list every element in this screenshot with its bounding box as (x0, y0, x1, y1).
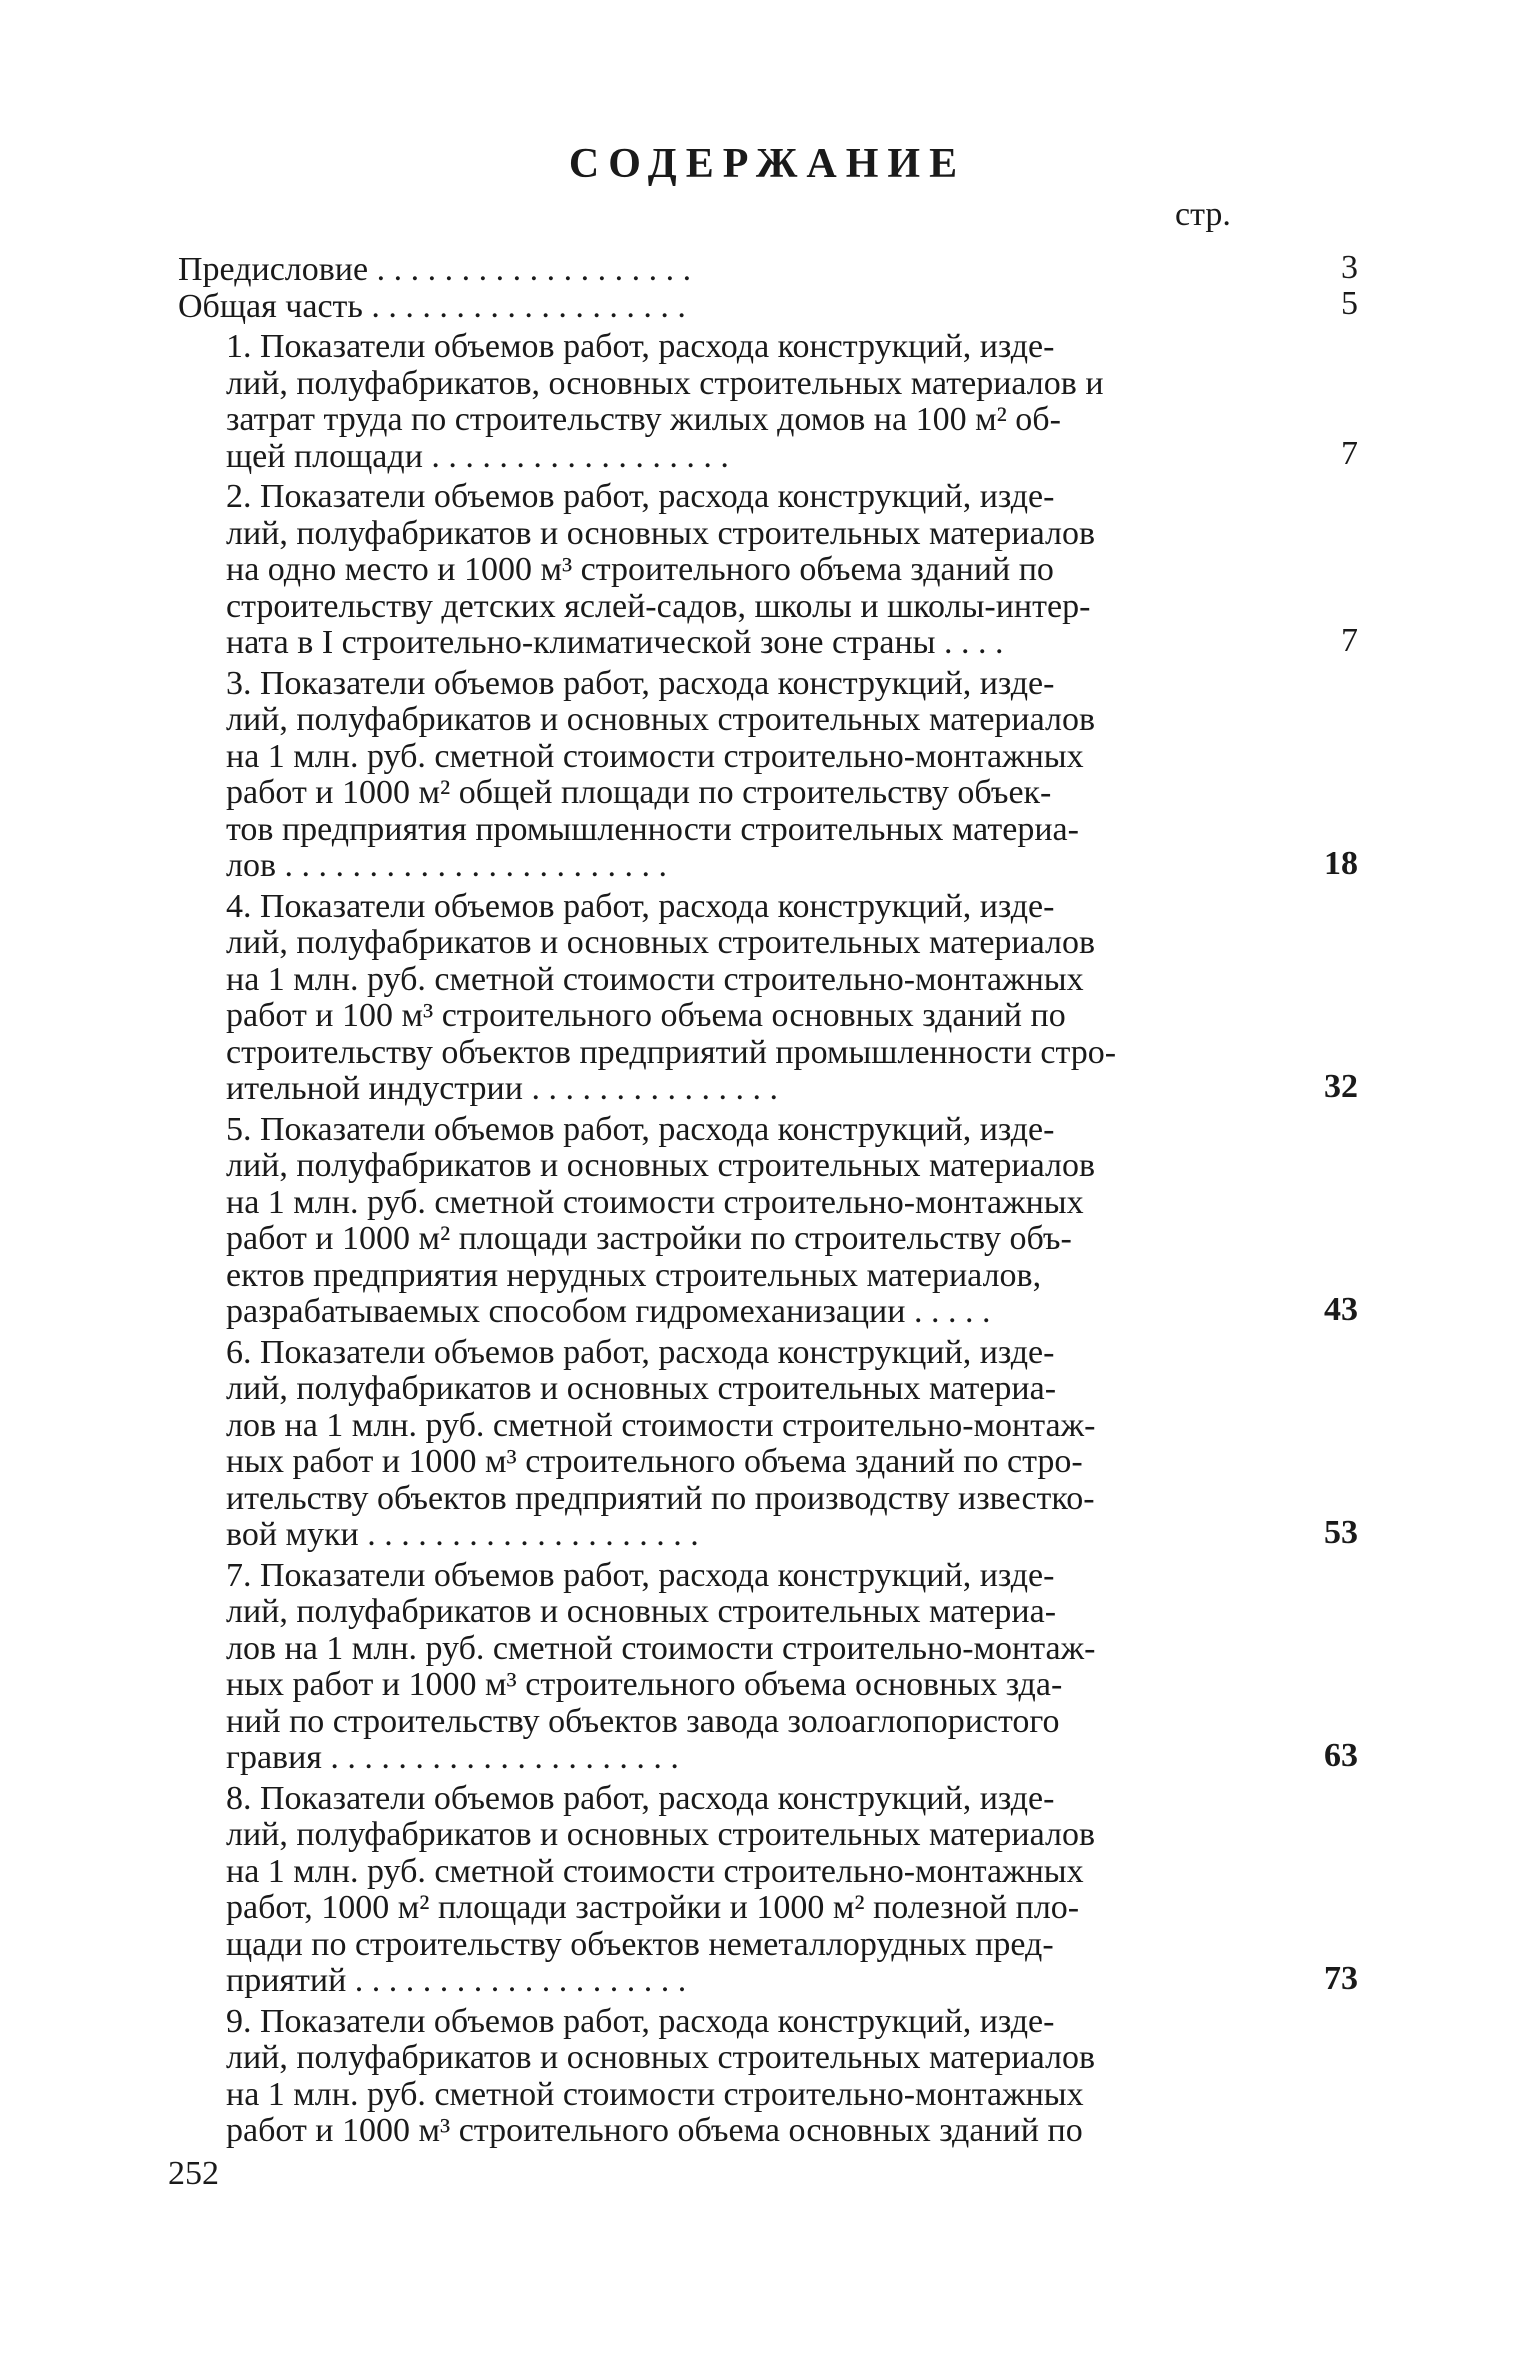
toc-entry-line: приятий . . . . . . . . . . . . . . . . . . . . (226, 1963, 687, 1999)
toc-entry-line: 6. Показатели объемов работ, расхода конструкций, изде- (226, 1333, 1055, 1371)
toc-entry-line: ительной индустрии . . . . . . . . . . . . . . . (226, 1071, 778, 1107)
toc-entry-text (178, 479, 1240, 662)
toc-entry-text (178, 1558, 1240, 1777)
toc-entry (178, 2004, 1358, 2150)
toc-entry-line: лий, полуфабрикатов и основных строительных материалов (226, 701, 1096, 738)
page-number: 252 (168, 2155, 219, 2192)
toc-entry (178, 285, 1358, 326)
toc-entry-line: работ и 100 м³ строительного объема основных зданий по (226, 997, 1066, 1034)
toc-entry-line: лий, полуфабрикатов и основных строительных материалов (226, 1816, 1096, 1853)
page-column-header: стр. (1175, 196, 1231, 233)
toc-entry-line: затрат труда по строительству жилых домов на 100 м² об- (226, 401, 1061, 438)
toc-entry-text (178, 889, 1240, 1108)
toc-entry-line: лов на 1 млн. руб. сметной стоимости строительно-монтаж- (226, 1629, 1096, 1667)
toc-entry-line: Общая часть . . . . . . . . . . . . . . . . . . . (178, 288, 686, 325)
toc-entry-line: лий, полуфабрикатов и основных строительных материалов (226, 2039, 1096, 2076)
toc-entry-line: строительству объектов предприятий промышленности стро- (226, 1033, 1117, 1071)
toc-entry-line: ната в I строительно-климатической зоне страны . . . . (226, 625, 1004, 661)
toc-page-number: 5 (1341, 285, 1358, 322)
toc-entry-line: на 1 млн. руб. сметной стоимости строительно-монтажных (226, 1183, 1084, 1221)
toc-entry-text (178, 252, 1240, 289)
toc-entry-line: лий, полуфабрикатов и основных строительных материа- (226, 1370, 1057, 1407)
toc-entry-line: лий, полуфабрикатов и основных строительных материа- (226, 1593, 1057, 1630)
toc-entry (178, 479, 1358, 662)
toc-page-number: 73 (1324, 1959, 1358, 1997)
toc-entry-text (178, 1335, 1240, 1554)
toc-entry-line: на одно место и 1000 м³ строительного объема зданий по (226, 551, 1054, 588)
toc-entry-line: строительству детских яслей-садов, школы и школы-интер- (226, 587, 1091, 625)
toc-entry (178, 889, 1358, 1108)
toc-entry-line: работ, 1000 м² площади застройки и 1000 м² полезной пло- (226, 1889, 1080, 1926)
toc-entry-line: работ и 1000 м² общей площади по строительству объек- (226, 774, 1052, 811)
toc-entry-text (178, 1781, 1240, 2000)
toc-entry-line: лий, полуфабрикатов и основных строительных материалов (226, 924, 1096, 961)
toc-entry-line: 2. Показатели объемов работ, расхода конструкций, изде- (226, 478, 1055, 515)
toc-entry-line: 3. Показатели объемов работ, расхода конструкций, изде- (226, 664, 1055, 702)
toc-entry-line: ектов предприятия нерудных строительных материалов, (226, 1256, 1042, 1294)
toc-entry-line: 4. Показатели объемов работ, расхода конструкций, изде- (226, 887, 1055, 925)
toc-entry (178, 666, 1358, 885)
toc-page-number: 7 (1341, 621, 1358, 659)
toc-entry-line: 5. Показатели объемов работ, расхода конструкций, изде- (226, 1110, 1055, 1148)
toc-entry-line: ительству объектов предприятий по производству известко- (226, 1479, 1095, 1517)
toc-entry-line: на 1 млн. руб. сметной стоимости строительно-монтажных (226, 960, 1084, 998)
toc-entry-line: лов . . . . . . . . . . . . . . . . . . . . . . . (226, 848, 668, 884)
toc-entry-line: на 1 млн. руб. сметной стоимости строительно-монтажных (226, 737, 1084, 775)
toc-page-number: 32 (1324, 1067, 1358, 1105)
toc-entry-line: щей площади . . . . . . . . . . . . . . . . . . (226, 438, 729, 475)
toc-page-number: 43 (1324, 1290, 1358, 1328)
table-of-contents (178, 248, 1358, 2150)
toc-entry-line: Предисловие . . . . . . . . . . . . . . . . . . . (178, 252, 692, 288)
toc-entry-line: работ и 1000 м³ строительного объема основных зданий по (226, 2113, 1083, 2149)
toc-entry-line: 9. Показатели объемов работ, расхода конструкций, изде- (226, 2002, 1055, 2040)
toc-entry-text (178, 1112, 1240, 1331)
toc-entry-text (178, 666, 1240, 885)
toc-entry-line: лов на 1 млн. руб. сметной стоимости строительно-монтаж- (226, 1406, 1096, 1444)
toc-page-number: 63 (1324, 1736, 1358, 1774)
toc-entry (178, 1112, 1358, 1331)
toc-entry-line: ных работ и 1000 м³ строительного объема зданий по стро- (226, 1443, 1083, 1480)
toc-page-number: 3 (1341, 248, 1358, 286)
toc-entry-line: 7. Показатели объемов работ, расхода конструкций, изде- (226, 1556, 1055, 1594)
toc-entry-line: 8. Показатели объемов работ, расхода конструкций, изде- (226, 1779, 1055, 1817)
toc-page-number: 7 (1341, 435, 1358, 472)
toc-entry (178, 1558, 1358, 1777)
toc-entry-line: тов предприятия промышленности строительных материа- (226, 810, 1079, 848)
toc-entry-line: ных работ и 1000 м³ строительного объема основных зда- (226, 1666, 1063, 1703)
page-title: СОДЕРЖАНИЕ (568, 141, 967, 187)
toc-entry-line: лий, полуфабрикатов и основных строительных материалов (226, 514, 1096, 552)
toc-entry-text (178, 329, 1240, 475)
toc-entry-line: лий, полуфабрикатов и основных строительных материалов (226, 1147, 1096, 1184)
toc-entry-line: на 1 млн. руб. сметной стоимости строительно-монтажных (226, 2075, 1084, 2113)
toc-entry (178, 1335, 1358, 1554)
toc-page-number: 18 (1324, 844, 1358, 882)
toc-entry-line: на 1 млн. руб. сметной стоимости строительно-монтажных (226, 1852, 1084, 1890)
toc-entry-line: щади по строительству объектов неметаллорудных пред- (226, 1925, 1054, 1963)
toc-page-number: 53 (1324, 1513, 1358, 1551)
toc-entry-line: вой муки . . . . . . . . . . . . . . . . . . . . (226, 1517, 699, 1553)
toc-entry-line: ний по строительству объектов завода золоаглопористого (226, 1702, 1060, 1740)
toc-entry-line: 1. Показатели объемов работ, расхода конструкций, изде- (226, 328, 1055, 365)
toc-entry-line: разрабатываемых способом гидромеханизации . . . . . (226, 1294, 991, 1330)
toc-entry (178, 1781, 1358, 2000)
toc-entry-line: работ и 1000 м² площади застройки по строительству объ- (226, 1220, 1072, 1257)
toc-entry (178, 248, 1358, 289)
toc-entry-text (178, 2004, 1240, 2150)
toc-entry-line: гравия . . . . . . . . . . . . . . . . . . . . . (226, 1740, 679, 1776)
toc-entry-line: лий, полуфабрикатов, основных строительных материалов и (226, 364, 1104, 402)
toc-entry (178, 329, 1358, 475)
toc-entry-text (178, 289, 1240, 326)
